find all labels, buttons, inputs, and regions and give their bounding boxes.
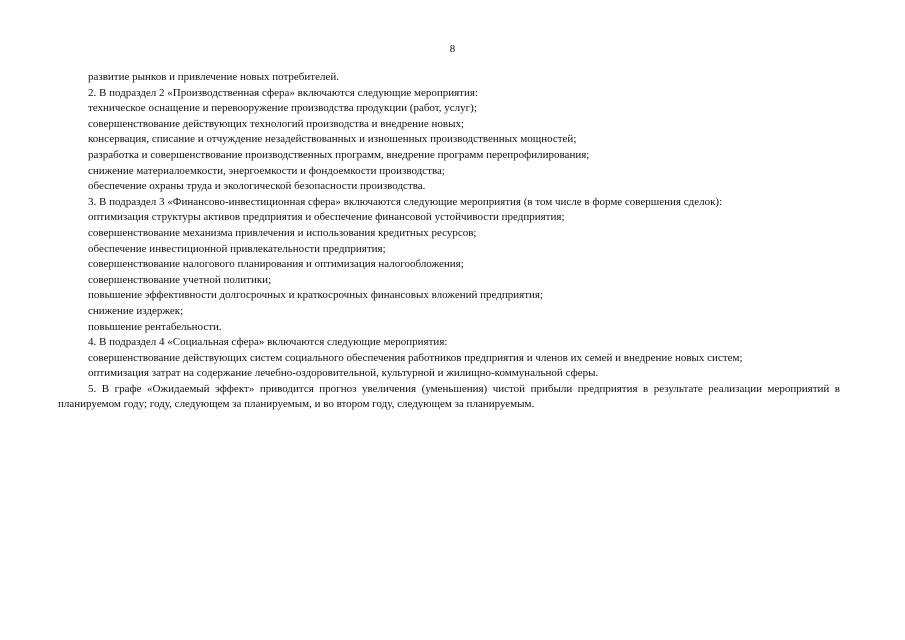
paragraph-13: совершенствование налогового планирования и оптимизация налогообложения; bbox=[88, 258, 464, 271]
paragraph-5: консервация, списание и отчуждение незадействованных и изношенных производственных мощностей; bbox=[88, 133, 577, 146]
paragraph-2: 2. В подраздел 2 «Производственная сфера» включаются следующие мероприятия: bbox=[88, 86, 478, 99]
paragraph-14: совершенствование учетной политики; bbox=[88, 273, 272, 286]
paragraph-7: снижение материалоемкости, энергоемкости и фондоемкости производства; bbox=[88, 164, 445, 177]
paragraph-15: повышение эффективности долгосрочных и краткосрочных финансовых вложений предприятия; bbox=[88, 289, 544, 302]
paragraph-18: 4. В подраздел 4 «Социальная сфера» включаются следующие мероприятия: bbox=[88, 336, 448, 349]
paragraph-8: обеспечение охраны труда и экологической безопасности производства. bbox=[88, 180, 426, 193]
paragraph-16: снижение издержек; bbox=[88, 304, 184, 317]
paragraph-6: разработка и совершенствование производственных программ, внедрение программ перепрофилирования; bbox=[88, 148, 590, 161]
paragraph-1: развитие рынков и привлечение новых потребителей. bbox=[88, 71, 339, 83]
paragraph-12: обеспечение инвестиционной привлекательности предприятия; bbox=[88, 242, 386, 255]
paragraph-10: оптимизация структуры активов предприятия и обеспечение финансовой устойчивости предприятия; bbox=[88, 211, 565, 224]
paragraph-19: совершенствование действующих систем социального обеспечения работников предприятия и членов их семей и внедрение новых систем; bbox=[88, 351, 743, 364]
paragraph-11: совершенствование механизма привлечения и использования кредитных ресурсов; bbox=[88, 226, 477, 239]
paragraph-21: 5. В графе «Ожидаемый эффект» приводится прогноз увеличения (уменьшения) чистой прибыли предприятия в результате реализации мероприятий в планируемом году; году, следующем за планируемым, и во втором году, следующем за планируемым. bbox=[58, 382, 840, 411]
paragraph-4: совершенствование действующих технологий производства и внедрение новых; bbox=[88, 117, 465, 130]
document-body bbox=[58, 70, 840, 413]
paragraph-9: 3. В подраздел 3 «Финансово-инвестиционная сфера» включаются следующие мероприятия (в том числе в форме совершения сделок): bbox=[88, 195, 723, 208]
paragraph-20: оптимизация затрат на содержание лечебно-оздоровительной, культурной и жилищно-коммунальной сферы. bbox=[88, 367, 599, 380]
page-number: 8 bbox=[449, 43, 456, 55]
paragraph-17: повышение рентабельности. bbox=[88, 320, 222, 333]
paragraph-3: техническое оснащение и перевооружение производства продукции (работ, услуг); bbox=[88, 102, 477, 115]
